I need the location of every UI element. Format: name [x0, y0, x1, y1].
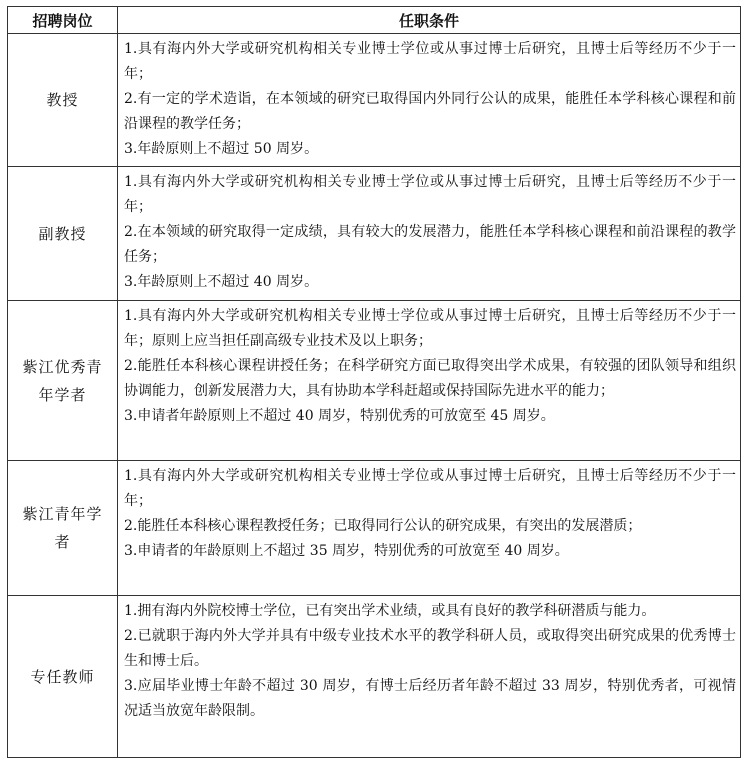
condition-item: 2.在本领域的研究取得一定成绩，具有较大的发展潜力，能胜任本学科核心课程和前沿课程的教学任务；	[124, 224, 736, 265]
condition-item: 1.具有海内外大学或研究机构相关专业博士学位或从事过博士后研究，且博士后等经历不少于一年；	[124, 468, 736, 509]
conditions-cell	[118, 167, 741, 301]
condition-item: 1.拥有海内外院校博士学位，已有突出学术业绩，或具有良好的教学科研潜质与能力。	[124, 603, 656, 619]
condition-item: 2.已就职于海内外大学并具有中级专业技术水平的教学科研人员，或取得突出研究成果的优秀博士生和博士后。	[124, 628, 736, 669]
condition-item: 2.有一定的学术造诣，在本领域的研究已取得国内外同行公认的成果，能胜任本学科核心课程和前沿课程的教学任务；	[124, 91, 736, 132]
table-header-row	[8, 7, 741, 34]
position-name: 教授	[46, 91, 79, 109]
condition-item: 3.申请者的年龄原则上不超过 35 周岁，特别优秀的可放宽至 40 周岁。	[124, 543, 569, 559]
condition-item: 3.应届毕业博士年龄不超过 30 周岁，有博士后经历者年龄不超过 33 周岁，特别优秀者，可视情况适当放宽年龄限制。	[124, 678, 736, 719]
position-name: 紫江优秀青年学者	[22, 357, 103, 404]
position-cell	[8, 596, 118, 758]
condition-item: 1.具有海内外大学或研究机构相关专业博士学位或从事过博士后研究，且博士后等经历不少于一年；	[124, 174, 736, 215]
position-name: 副教授	[38, 224, 87, 243]
position-cell	[8, 34, 118, 167]
table-row	[8, 34, 741, 167]
condition-item: 2.能胜任本科核心课程教授任务；已取得同行公认的研究成果，有突出的发展潜质；	[124, 518, 642, 534]
condition-item: 1.具有海内外大学或研究机构相关专业博士学位或从事过博士后研究，且博士后等经历不少于一年；	[124, 41, 736, 82]
position-name: 紫江青年学者	[22, 505, 103, 551]
conditions-column-header: 任职条件	[118, 7, 741, 34]
conditions-cell	[118, 596, 741, 758]
condition-item: 2.能胜任本科核心课程讲授任务；在科学研究方面已取得突出学术成果，有较强的团队领导和组织协调能力，创新发展潜力大，具有协助本学科赶超或保持国际先进水平的能力；	[124, 358, 736, 399]
conditions-cell	[118, 34, 741, 167]
condition-item: 3.年龄原则上不超过 50 周岁。	[124, 141, 319, 157]
recruitment-table	[7, 6, 741, 758]
position-cell	[8, 167, 118, 301]
conditions-cell	[118, 461, 741, 596]
condition-item: 3.申请者年龄原则上不超过 40 周岁，特别优秀的可放宽至 45 周岁。	[124, 408, 555, 424]
table-row	[8, 461, 741, 596]
table-row	[8, 596, 741, 758]
position-column-header: 招聘岗位	[8, 7, 118, 34]
position-cell	[8, 301, 118, 461]
position-cell	[8, 461, 118, 596]
condition-item: 1.具有海内外大学或研究机构相关专业博士学位或从事过博士后研究，且博士后等经历不少于一年；原则上应当担任副高级专业技术及以上职务；	[124, 308, 736, 349]
condition-item: 3.年龄原则上不超过 40 周岁。	[124, 274, 319, 290]
table-row	[8, 301, 741, 461]
table-row	[8, 167, 741, 301]
conditions-cell	[118, 301, 741, 461]
position-name: 专任教师	[30, 667, 95, 686]
